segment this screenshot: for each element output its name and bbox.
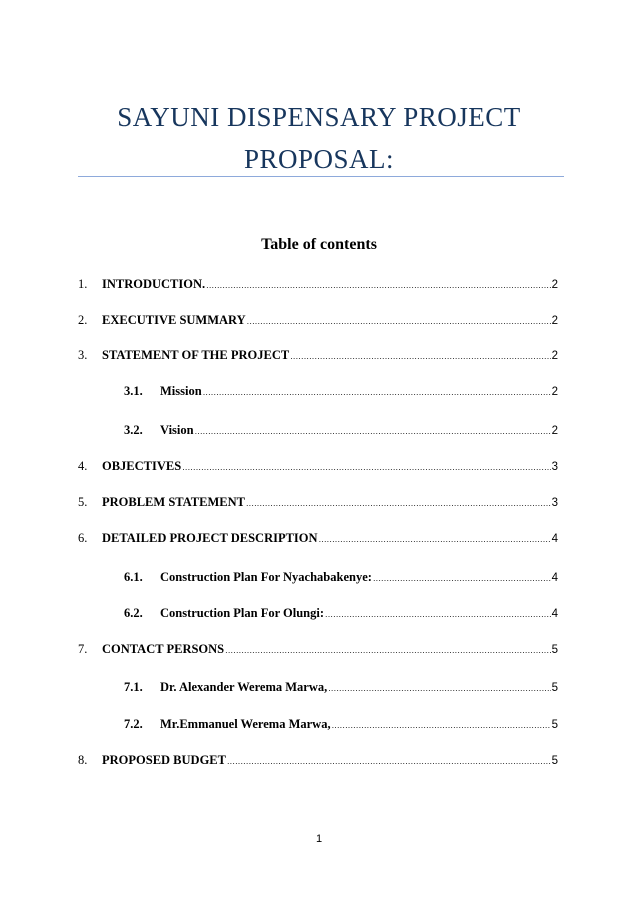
toc-entry-number: 2. [78, 313, 88, 327]
toc-entry-title: INTRODUCTION. [102, 277, 206, 291]
toc-entry-introduction[interactable] [78, 276, 558, 293]
toc-entry-title: Mr.Emmanuel Werema Marwa, [160, 717, 331, 731]
toc-dot-leader [206, 277, 550, 293]
toc-entry-construction-plan-olungi[interactable] [124, 605, 558, 622]
toc-heading: Table of contents [261, 236, 377, 253]
toc-entry-title: CONTACT PERSONS [102, 642, 225, 656]
toc-entry-number: 3.2. [124, 423, 143, 437]
toc-entry-number: 3. [78, 348, 88, 362]
toc-entry-problem-statement[interactable] [78, 494, 558, 511]
toc-dot-leader [203, 384, 551, 400]
toc-dot-leader [195, 423, 551, 439]
toc-dot-leader [332, 717, 551, 733]
document-title-line-1: SAYUNI DISPENSARY PROJECT [117, 102, 521, 132]
toc-entry-detailed-project-description[interactable] [78, 530, 558, 547]
toc-dot-leader [290, 348, 550, 364]
title-divider [78, 176, 564, 177]
toc-entry-title: PROBLEM STATEMENT [102, 495, 245, 509]
toc-entry-number: 7.1. [124, 680, 143, 694]
toc-dot-leader [246, 495, 551, 511]
toc-entry-page: 3 [551, 497, 558, 509]
toc-entry-title: DETAILED PROJECT DESCRIPTION [102, 531, 318, 545]
toc-entry-title: Dr. Alexander Werema Marwa, [160, 680, 328, 694]
toc-entry-page: 4 [551, 533, 558, 545]
toc-dot-leader [227, 753, 551, 769]
toc-entry-number: 3.1. [124, 384, 143, 398]
toc-entry-statement-of-the-project[interactable] [78, 347, 558, 364]
toc-dot-leader [373, 570, 551, 586]
toc-entry-number: 5. [78, 495, 88, 509]
toc-dot-leader [319, 531, 551, 547]
toc-dot-leader [328, 680, 550, 696]
toc-entry-number: 7. [78, 642, 88, 656]
page-number: 1 [315, 833, 323, 845]
toc-entry-number: 6.2. [124, 606, 143, 620]
toc-entry-executive-summary[interactable] [78, 312, 558, 329]
toc-entry-proposed-budget[interactable] [78, 752, 558, 769]
toc-entry-number: 6. [78, 531, 88, 545]
toc-entry-page: 2 [551, 425, 558, 437]
toc-entry-title: OBJECTIVES [102, 459, 182, 473]
toc-entry-page: 2 [551, 386, 558, 398]
toc-dot-leader [182, 459, 550, 475]
toc-entry-mission[interactable] [124, 383, 558, 400]
toc-entry-mr-emmanuel-werema-marwa[interactable] [124, 716, 558, 733]
toc-entry-page: 3 [551, 461, 558, 473]
toc-entry-page: 4 [551, 608, 558, 620]
document-title-line-2: PROPOSAL: [243, 144, 395, 174]
toc-entry-vision[interactable] [124, 422, 558, 439]
toc-entry-page: 2 [551, 350, 558, 362]
toc-entry-objectives[interactable] [78, 458, 558, 475]
toc-entry-contact-persons[interactable] [78, 641, 558, 658]
toc-entry-page: 5 [551, 719, 558, 731]
toc-entry-page: 2 [551, 315, 558, 327]
toc-entry-dr-alexander-werema-marwa[interactable] [124, 679, 558, 696]
toc-entry-page: 5 [551, 644, 558, 656]
toc-entry-title: Construction Plan For Nyachabakenye: [160, 570, 372, 584]
toc-entry-number: 7.2. [124, 717, 143, 731]
toc-entry-page: 5 [551, 682, 558, 694]
toc-entry-title: Construction Plan For Olungi: [160, 606, 325, 620]
toc-entry-title: STATEMENT OF THE PROJECT [102, 348, 290, 362]
toc-entry-page: 5 [551, 755, 558, 767]
toc-dot-leader [247, 313, 551, 329]
toc-entry-construction-plan-nyachabakenye[interactable] [124, 569, 558, 586]
toc-entry-number: 1. [78, 277, 88, 291]
toc-entry-title: Mission [160, 384, 202, 398]
toc-entry-title: PROPOSED BUDGET [102, 753, 226, 767]
toc-entry-title: Vision [160, 423, 194, 437]
toc-entry-number: 4. [78, 459, 88, 473]
toc-entry-page: 4 [551, 572, 558, 584]
toc-entry-page: 2 [551, 279, 558, 291]
toc-dot-leader [225, 642, 550, 658]
document-title [0, 96, 638, 180]
toc-entry-title: EXECUTIVE SUMMARY [102, 313, 246, 327]
toc-entry-number: 8. [78, 753, 88, 767]
toc-entry-number: 6.1. [124, 570, 143, 584]
toc-dot-leader [325, 606, 551, 622]
